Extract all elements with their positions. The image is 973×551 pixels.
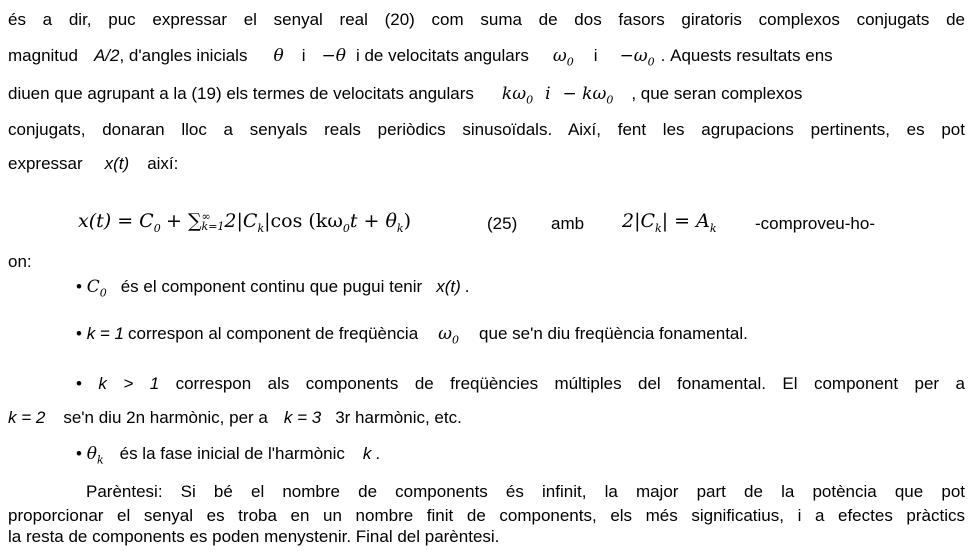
k-symbol: k [362,444,372,463]
equation-25 [78,210,411,235]
equation-sum: + ∑ ∞ k=1 [166,210,225,233]
text: , d'angles inicials [119,46,248,65]
minus-omega-symbol: $-\omega_0$ [619,46,655,69]
text: , que seran complexos [631,84,803,103]
text: així: [147,154,179,173]
text: correspon al component de freqüència [128,324,419,343]
x-of-t-symbol: x(t) [436,277,461,296]
bullet-c0: • $C_0$ és el component continu que pugui tenir x(t) . [76,277,470,300]
k-equals-2: k = 2 [8,408,46,427]
bullet-k1 [76,324,748,346]
bullet-k-greater-1-cont [8,408,462,428]
text: 3r harmònic, etc. [335,408,462,427]
magnitude-symbol: A/2 [93,46,120,65]
x-of-t-symbol: x(t) [104,154,130,173]
text: expressar [8,154,83,173]
parenthesis-line-2: proporcionar el senyal es troba en un nombre finit de components, els més significatius, i a efectes pràctics [8,506,965,525]
text: i [545,84,551,104]
text: diuen que agrupant a la (19) els termes de velocitats angulars [8,84,474,103]
paragraph-line-2 [8,46,965,68]
paragraph-line-1: és a dir, puc expressar el senyal real (20) com suma de dos fasors giratoris complexos conjugats de [8,10,965,29]
text: correspon als components de freqüències múltiples del fonamental. El component per a [175,374,965,393]
paragraph-line-3 [8,84,802,106]
text: i [301,46,306,65]
omega0-symbol: $\omega_0$ [438,324,460,347]
bullet-dot: • [76,444,82,463]
text: és la fase inicial de l'harmònic [119,444,345,463]
text: que se'n diu freqüència fonamental. [479,324,748,343]
bullet-dot: • [76,277,82,296]
theta-k-symbol: $\theta_k$ [86,444,104,467]
paragraph-line-4: conjugats, donaran lloc a senyals reals periòdics sinusoïdals. Així, fent les agrupacions pertinents, es pot [8,120,965,139]
on-label: on: [8,252,32,271]
text: és el component continu que pugui tenir [120,277,423,296]
k-equals-1: k = 1 [86,324,125,343]
equation-number: (25) [487,214,518,233]
bullet-k-greater-1 [76,374,965,394]
equation-term: $2|C_k|\cos$ $(k\omega_0t + \theta_k)$ [224,210,411,235]
text: i [593,46,598,65]
bullet-dot: • [76,324,82,343]
parenthesis-line-3: la resta de components es poden menystenir. Final del parèntesi. [8,527,500,546]
c0-symbol: $C_0$ [86,277,107,300]
text: magnitud [8,46,78,65]
k-greater-1: k > 1 [98,374,160,393]
text: se'n diu 2n harmònic, per a [63,408,268,427]
bullet-dot: • [76,374,82,393]
equation-amb: amb [551,214,585,233]
k-omega-symbol: $k\omega_0$ [501,84,534,107]
theta-symbol: θ [273,46,284,66]
text: . Aquests resultats ens [660,46,833,65]
k-equals-3: k = 3 [283,408,322,427]
comprove-note: -comproveu-ho- [755,214,875,233]
parenthesis-line-1: Parèntesi: Si bé el nombre de components és infinit, la major part de la potència que pot [86,482,965,501]
omega-symbol: $\omega_0$ [552,46,574,69]
paragraph-line-5 [8,154,178,174]
minus-theta-symbol: −θ [321,46,346,66]
amplitude-relation: $2|C_k| = A_k$ [622,210,717,235]
bullet-theta-k: • $\theta_k$ és la fase inicial de l'harmònic k . [76,444,381,467]
text: i de velocitats angulars [355,46,529,65]
minus-k-omega-symbol: − $k\omega_0$ [562,84,614,107]
equation-lhs: $x(t) = C_0$ [78,210,161,235]
